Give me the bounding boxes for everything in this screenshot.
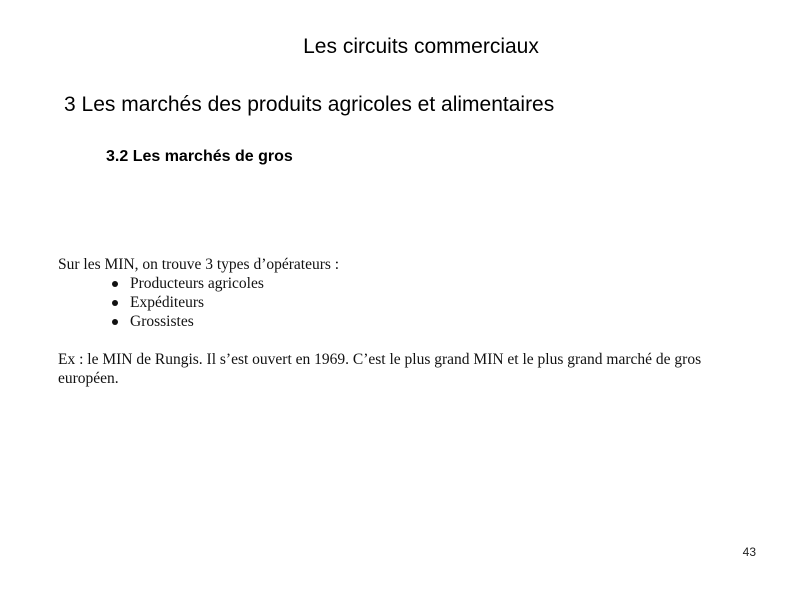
example-paragraph: Ex : le MIN de Rungis. Il s’est ouvert en 1969. C’est le plus grand MIN et le plus grand marché de gros européen. [58,351,702,387]
page-number: 43 [742,545,756,559]
subsection-heading: 3.2 Les marchés de gros [106,148,293,165]
bullet-icon [112,319,118,325]
list-item [110,274,738,293]
section-heading: 3 Les marchés des produits agricoles et alimentaires [64,93,555,116]
slide-title: Les circuits commerciaux [303,35,539,58]
bullet-icon [112,300,118,306]
scanned-text-block [58,255,738,388]
list-item [110,293,738,312]
bullet-icon [112,281,118,287]
operator-list [58,274,738,331]
operator-label: Grossistes [130,313,194,330]
list-item [110,312,738,331]
operators-intro: Sur les MIN, on trouve 3 types d’opérateurs : [58,256,340,273]
operator-label: Producteurs agricoles [130,275,264,292]
operator-label: Expéditeurs [130,294,205,311]
